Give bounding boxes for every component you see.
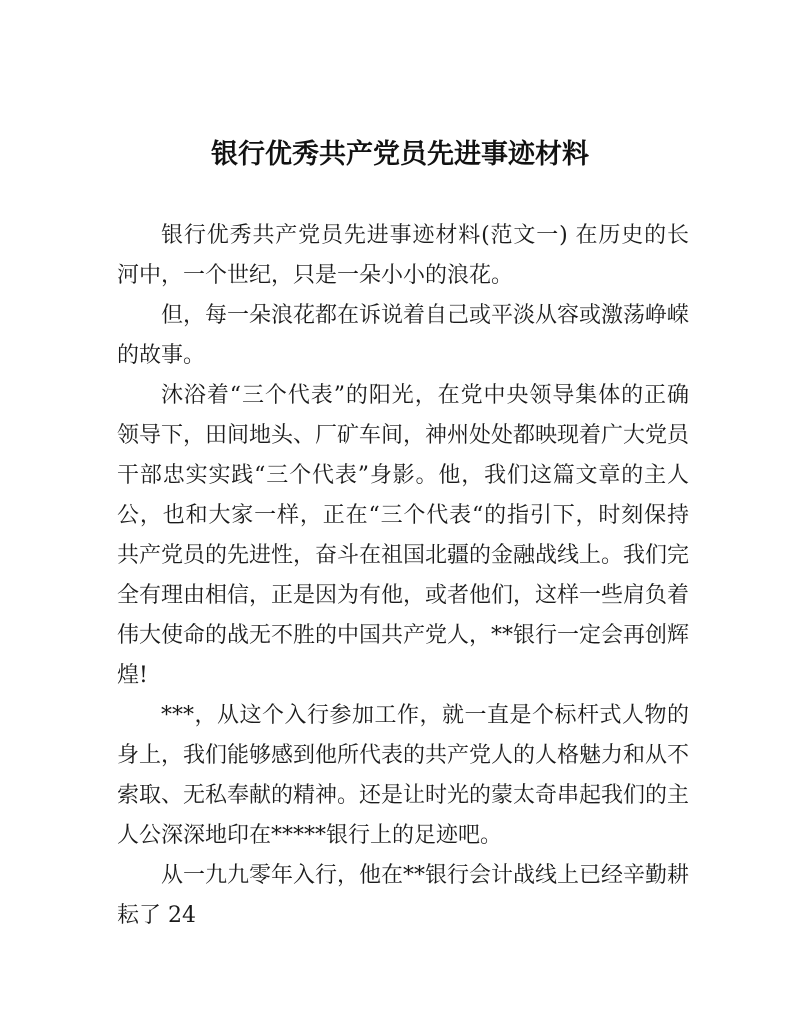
paragraph-3: 沐浴着“三个代表”的阳光，在党中央领导集体的正确领导下，田间地头、厂矿车间，神州处处都映现着广大党员干部忠实实践“三个代表”身影。他，我们这篇文章的主人公，也和大家一样，正在“三个代表“的指引下，时刻保持共产党员的先进性，奋斗在祖国北疆的金融战线上。我们完全有理由相信，正是因为有他，或者他们，这样一些肩负着伟大使命的战无不胜的中国共产党人，**银行一定会再创辉煌! bbox=[117, 383, 690, 688]
paragraph-4: ***，从这个入行参加工作，就一直是个标杆式人物的身上，我们能够感到他所代表的共产党人的人格魅力和从不索取、无私奉献的精神。还是让时光的蒙太奇串起我们的主人公深深地印在*****银行上的足迹吧。 bbox=[117, 703, 690, 848]
paragraph-1: 银行优秀共产党员先进事迹材料(范文一) 在历史的长河中，一个世纪，只是一朵小小的浪花。 bbox=[117, 223, 689, 288]
paragraph-2: 但，每一朵浪花都在诉说着自己或平淡从容或激荡峥嵘的故事。 bbox=[117, 303, 690, 368]
document-body bbox=[117, 216, 689, 936]
document-title: 银行优秀共产党员先进事迹材料 bbox=[211, 139, 589, 170]
paragraph-5: 从一九九零年入行，他在**银行会计战线上已经辛勤耕耘了 24 bbox=[117, 863, 690, 928]
